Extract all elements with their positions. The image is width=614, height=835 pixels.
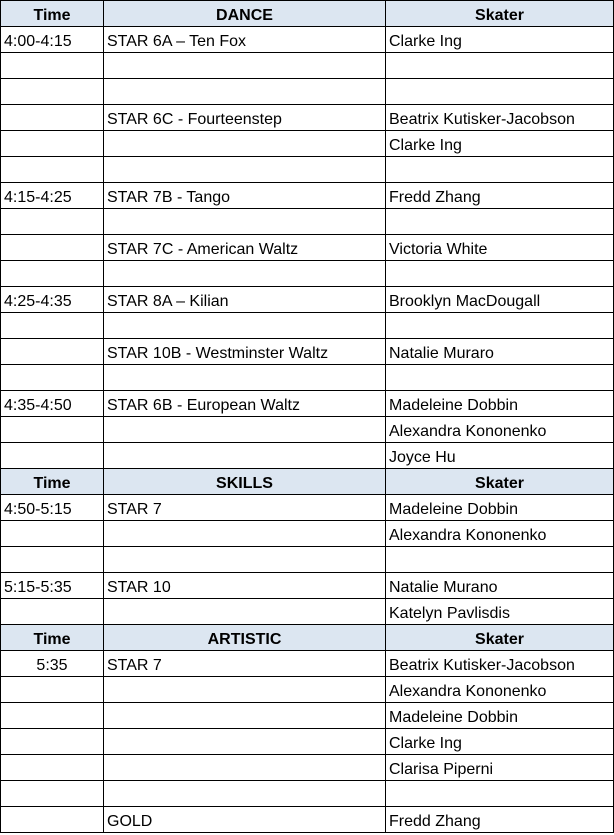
table-row — [1, 755, 614, 781]
time-cell — [1, 729, 104, 755]
skater-cell: Victoria White — [386, 235, 614, 261]
event-cell — [104, 261, 386, 287]
table-row — [1, 781, 614, 807]
event-cell — [104, 443, 386, 469]
skater-cell: Clarke Ing — [386, 729, 614, 755]
skater-cell: Brooklyn MacDougall — [386, 287, 614, 313]
event-cell — [104, 157, 386, 183]
table-row — [1, 235, 614, 261]
event-cell: STAR 6A – Ten Fox — [104, 27, 386, 53]
skater-header: Skater — [386, 1, 614, 27]
time-cell — [1, 599, 104, 625]
table-row — [1, 261, 614, 287]
time-cell: 4:15-4:25 — [1, 183, 104, 209]
time-cell — [1, 443, 104, 469]
time-cell: 5:15-5:35 — [1, 573, 104, 599]
event-cell — [104, 131, 386, 157]
time-cell — [1, 209, 104, 235]
event-cell: STAR 10B - Westminster Waltz — [104, 339, 386, 365]
table-row — [1, 807, 614, 833]
event-cell — [104, 313, 386, 339]
event-cell: STAR 7 — [104, 651, 386, 677]
skater-cell — [386, 53, 614, 79]
section-header-row — [1, 625, 614, 651]
section-header-row — [1, 469, 614, 495]
event-header: DANCE — [104, 1, 386, 27]
table-row — [1, 53, 614, 79]
skater-cell — [386, 261, 614, 287]
skater-cell: Katelyn Pavlisdis — [386, 599, 614, 625]
table-row — [1, 417, 614, 443]
skater-cell: Clarisa Piperni — [386, 755, 614, 781]
table-row — [1, 27, 614, 53]
event-cell: STAR 8A – Kilian — [104, 287, 386, 313]
skater-cell: Clarke Ing — [386, 131, 614, 157]
time-cell: 5:35 — [1, 651, 104, 677]
event-cell — [104, 677, 386, 703]
event-cell: STAR 10 — [104, 573, 386, 599]
event-cell — [104, 53, 386, 79]
skater-cell: Clarke Ing — [386, 27, 614, 53]
event-cell: STAR 6C - Fourteenstep — [104, 105, 386, 131]
event-cell: GOLD — [104, 807, 386, 833]
table-row — [1, 729, 614, 755]
table-row — [1, 521, 614, 547]
time-cell — [1, 105, 104, 131]
time-cell — [1, 261, 104, 287]
time-cell — [1, 339, 104, 365]
time-cell — [1, 807, 104, 833]
time-cell — [1, 703, 104, 729]
skater-cell: Natalie Muraro — [386, 339, 614, 365]
event-cell — [104, 755, 386, 781]
table-row — [1, 599, 614, 625]
table-row — [1, 573, 614, 599]
skater-cell: Madeleine Dobbin — [386, 495, 614, 521]
table-row — [1, 651, 614, 677]
table-row — [1, 105, 614, 131]
table-row — [1, 365, 614, 391]
table-row — [1, 703, 614, 729]
skater-cell — [386, 79, 614, 105]
table-row — [1, 209, 614, 235]
event-cell — [104, 599, 386, 625]
event-cell — [104, 79, 386, 105]
section-header-row — [1, 1, 614, 27]
event-cell — [104, 521, 386, 547]
table-row — [1, 443, 614, 469]
table-row — [1, 547, 614, 573]
time-cell — [1, 79, 104, 105]
time-cell — [1, 755, 104, 781]
time-header: Time — [1, 1, 104, 27]
time-cell: 4:50-5:15 — [1, 495, 104, 521]
event-cell — [104, 417, 386, 443]
event-cell: STAR 6B - European Waltz — [104, 391, 386, 417]
table-row — [1, 677, 614, 703]
event-cell: STAR 7 — [104, 495, 386, 521]
time-cell — [1, 313, 104, 339]
time-cell: 4:00-4:15 — [1, 27, 104, 53]
skater-header: Skater — [386, 469, 614, 495]
table-row — [1, 339, 614, 365]
table-row — [1, 79, 614, 105]
skater-header: Skater — [386, 625, 614, 651]
time-cell — [1, 131, 104, 157]
skater-cell: Beatrix Kutisker-Jacobson — [386, 105, 614, 131]
time-cell — [1, 235, 104, 261]
skater-cell: Madeleine Dobbin — [386, 703, 614, 729]
time-cell — [1, 365, 104, 391]
skater-cell — [386, 209, 614, 235]
time-cell — [1, 781, 104, 807]
skater-cell: Fredd Zhang — [386, 807, 614, 833]
event-cell: STAR 7C - American Waltz — [104, 235, 386, 261]
schedule-table-body — [1, 1, 614, 833]
skater-cell: Madeleine Dobbin — [386, 391, 614, 417]
skater-cell — [386, 547, 614, 573]
time-header: Time — [1, 625, 104, 651]
event-header: ARTISTIC — [104, 625, 386, 651]
table-row — [1, 495, 614, 521]
event-cell: STAR 7B - Tango — [104, 183, 386, 209]
time-cell — [1, 677, 104, 703]
event-cell — [104, 781, 386, 807]
table-row — [1, 131, 614, 157]
table-row — [1, 287, 614, 313]
skater-cell: Joyce Hu — [386, 443, 614, 469]
time-cell: 4:25-4:35 — [1, 287, 104, 313]
table-row — [1, 313, 614, 339]
skater-cell: Alexandra Kononenko — [386, 417, 614, 443]
table-row — [1, 391, 614, 417]
event-cell — [104, 547, 386, 573]
skater-cell — [386, 313, 614, 339]
skater-cell — [386, 781, 614, 807]
event-cell — [104, 365, 386, 391]
event-header: SKILLS — [104, 469, 386, 495]
skater-cell: Natalie Murano — [386, 573, 614, 599]
skater-cell — [386, 365, 614, 391]
skater-cell — [386, 157, 614, 183]
table-row — [1, 157, 614, 183]
skater-cell: Beatrix Kutisker-Jacobson — [386, 651, 614, 677]
skater-cell: Fredd Zhang — [386, 183, 614, 209]
skater-cell: Alexandra Kononenko — [386, 521, 614, 547]
time-cell — [1, 157, 104, 183]
time-cell: 4:35-4:50 — [1, 391, 104, 417]
event-cell — [104, 209, 386, 235]
event-cell — [104, 729, 386, 755]
table-row — [1, 183, 614, 209]
time-cell — [1, 521, 104, 547]
time-cell — [1, 53, 104, 79]
time-header: Time — [1, 469, 104, 495]
time-cell — [1, 547, 104, 573]
skater-cell: Alexandra Kononenko — [386, 677, 614, 703]
time-cell — [1, 417, 104, 443]
event-cell — [104, 703, 386, 729]
